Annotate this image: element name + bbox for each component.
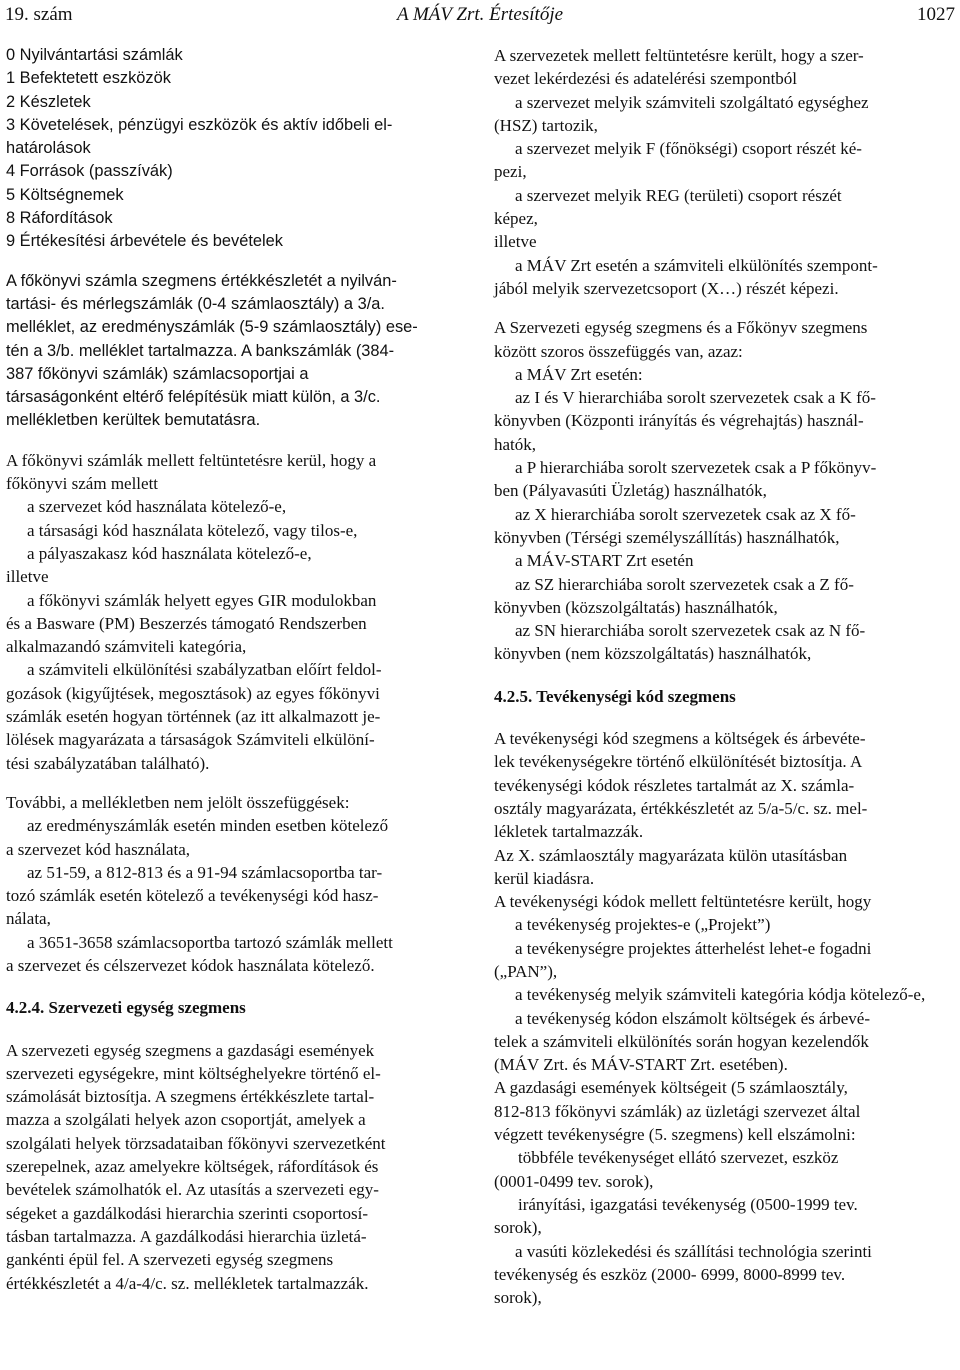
- account-class-item: 4 Források (passzívák): [6, 162, 173, 181]
- page-number: 1027: [917, 4, 955, 25]
- text-line: tési szabályzatában található).: [6, 753, 210, 773]
- account-class-list: [6, 44, 470, 254]
- text-line: 812-813 főkönyvi számlák) az üzletági szervezet által: [494, 1101, 861, 1121]
- ledger-segment-paragraph: [6, 270, 470, 433]
- account-class-item: 1 Befektetett eszközök: [6, 69, 171, 88]
- text-line: Az X. számlaosztály magyarázata külön utasításban: [494, 845, 848, 865]
- text-line: tartási- és mérlegszámlák (0-4 számlaosztály) a 3/a.: [6, 294, 385, 313]
- text-line: („PAN”),: [494, 961, 558, 981]
- text-line: az SN hierarchiába sorolt szervezetek csak az N fő-: [515, 621, 866, 641]
- text-line: alkalmazandó számviteli kategória,: [6, 637, 247, 657]
- text-line: hatók,: [494, 434, 537, 454]
- right-column: [494, 44, 958, 1309]
- text-line: ben (Pályavasúti Üzletág) használhatók,: [494, 481, 767, 501]
- issue-number: 19. szám: [5, 4, 73, 25]
- text-line: értékkészletét a 4/a-4/c. sz. mellékletek tartalmazzák.: [6, 1273, 369, 1293]
- section-heading: 4.2.4. Szervezeti egység szegmens: [6, 998, 246, 1018]
- text-line: lékletek tartalmazzák.: [494, 822, 644, 842]
- text-line: többféle tevékenységet ellátó szervezet, eszköz: [518, 1148, 839, 1168]
- text-line: a társasági kód használata kötelező, vagy tilos-e,: [27, 520, 358, 540]
- text-line: bevételek számolhatók el. Az utasítás a szervezeti egy-: [6, 1180, 379, 1200]
- activity-code-paragraph: [494, 727, 958, 1309]
- text-line: a szervezet melyik számviteli szolgáltató egységhez: [515, 92, 869, 112]
- text-line: pezi,: [494, 162, 527, 182]
- page-header: [5, 4, 955, 28]
- text-line: A Szervezeti egység szegmens és a Főkönyv szegmens: [494, 318, 868, 338]
- text-line: vezet lekérdezési és adatelérési szempontból: [494, 69, 798, 89]
- text-line: mellékletben kerültek bemutatásra.: [6, 411, 261, 430]
- text-line: (MÁV Zrt. és MÁV-START Zrt. esetében).: [494, 1055, 788, 1075]
- text-line: 387 főkönyvi számlák) számlacsoportjai a: [6, 364, 309, 383]
- text-line: a pályaszakasz kód használata kötelező-e,: [27, 543, 312, 563]
- text-line: telek a számviteli elkülönítés során hogyan kezelendők: [494, 1031, 869, 1051]
- account-class-item: 8 Ráfordítások: [6, 209, 113, 228]
- text-line: könyvben (nem közszolgáltatás) használhatók,: [494, 644, 812, 664]
- text-line: További, a mellékletben nem jelölt összefüggések:: [6, 792, 350, 812]
- ledger-flags-paragraph: [6, 449, 470, 775]
- account-class-item: 9 Értékesítési árbevétele és bevételek: [6, 232, 283, 251]
- org-flags-paragraph: [494, 44, 958, 300]
- text-line: a MÁV Zrt esetén a számviteli elkülönítés szempont-: [515, 255, 878, 275]
- text-line: a számviteli elkülönítési szabályzatban előírt feldol-: [27, 660, 382, 680]
- text-line: szervezeti egységekre, mint költséghelyekre történő el-: [6, 1063, 381, 1083]
- text-line: könyvben (közszolgáltatás) használhatók,: [494, 597, 778, 617]
- text-line: a szervezet kód használata kötelező-e,: [27, 497, 287, 517]
- text-line: a főkönyvi számlák helyett egyes GIR modulokban: [27, 590, 377, 610]
- text-line: és a Basware (PM) Beszerzés támogató Rendszerben: [6, 613, 367, 633]
- text-line: illetve: [6, 567, 49, 587]
- account-class-item: 2 Készletek: [6, 92, 91, 111]
- hierarchy-rules-paragraph: [494, 316, 958, 665]
- text-line: az SZ hierarchiába sorolt szervezetek csak a Z fő-: [515, 574, 854, 594]
- text-line: főkönyvi szám mellett: [6, 474, 159, 494]
- text-line: (HSZ) tartozik,: [494, 115, 598, 135]
- text-line: A tevékenységi kódok mellett feltüntetésre került, hogy: [494, 892, 872, 912]
- text-line: az X hierarchiába sorolt szervezetek csak az X fő-: [515, 504, 856, 524]
- text-line: lek tevékenységekre történő elkülönítését biztosítja. A: [494, 752, 863, 772]
- text-line: sorok),: [494, 1218, 542, 1238]
- text-line: A tevékenységi kód szegmens a költségek és árbevéte-: [494, 729, 866, 749]
- text-line: A főkönyvi számla szegmens értékkészletét a nyilván-: [6, 271, 397, 290]
- org-unit-segment-paragraph: [6, 1039, 470, 1295]
- text-line: (0001-0499 tev. sorok),: [494, 1171, 654, 1191]
- account-class-item: 5 Költségnemek: [6, 185, 124, 204]
- text-line: gankénti épül fel. A szervezeti egység szegmens: [6, 1250, 334, 1270]
- further-rules-paragraph: [6, 791, 470, 977]
- text-line: ségeket a gazdálkodási hierarchia szerinti csoportosí-: [6, 1203, 369, 1223]
- text-line: lölések magyarázata a társaságok Számviteli elkülöní-: [6, 730, 375, 750]
- text-line: tozó számlák esetén kötelező a tevékenységi kód hasz-: [6, 886, 379, 906]
- text-line: könyvben (Térségi személyszállítás) használhatók,: [494, 527, 840, 547]
- account-class-item: 3 Követelések, pénzügyi eszközök és aktív időbeli el-: [6, 115, 393, 134]
- text-line: a 3651-3658 számlacsoportba tartozó számlák mellett: [27, 932, 393, 952]
- account-class-item: 0 Nyilvántartási számlák: [6, 46, 183, 64]
- text-line: a szervezet melyik F (főnökségi) csoport részét ké-: [515, 139, 862, 159]
- text-line: társaságonként eltérő felépítésük miatt külön, a 3/c.: [6, 388, 381, 407]
- text-line: osztály magyarázata, értékkészletét az 5/a-5/c. sz. mel-: [494, 798, 868, 818]
- text-line: jából melyik szervezetcsoport (X…) részét képezi.: [494, 278, 839, 298]
- text-line: szolgálati helyek törzsadataiban főkönyvi szervezetként: [6, 1133, 386, 1153]
- text-line: tén a 3/b. melléklet tartalmazza. A bankszámlák (384-: [6, 341, 395, 360]
- text-line: irányítási, igazgatási tevékenység (0500-1999 tev.: [518, 1194, 858, 1214]
- text-line: a szervezet és célszervezet kódok használata kötelező.: [6, 955, 375, 975]
- text-line: számolását biztosítja. A szegmens értékkészlete tartal-: [6, 1087, 375, 1107]
- text-line: sorok),: [494, 1288, 542, 1308]
- text-line: könyvben (Központi irányítás és végrehajtás) használ-: [494, 411, 864, 431]
- journal-title: A MÁV Zrt. Értesítője: [396, 4, 564, 25]
- text-line: melléklet, az eredményszámlák (5-9 számlaosztály) ese-: [6, 318, 418, 337]
- text-line: számlák esetén hogyan történnek (az itt alkalmazott je-: [6, 707, 381, 727]
- text-line: illetve: [494, 232, 537, 252]
- text-line: a MÁV Zrt esetén:: [515, 364, 643, 384]
- text-line: a tevékenység projektes-e („Projekt”): [515, 915, 771, 935]
- text-line: tásban tartalmazza. A gazdálkodási hierarchia üzletá-: [6, 1226, 367, 1246]
- text-line: szerepelnek, azaz amelyekre költségek, ráfordítások és: [6, 1157, 379, 1177]
- text-line: kerül kiadásra.: [494, 868, 595, 888]
- text-line: a vasúti közlekedési és szállítási technológia szerinti: [515, 1241, 872, 1261]
- text-line: a szervezet kód használata,: [6, 839, 191, 859]
- text-line: tevékenység és eszköz (2000- 6999, 8000-8999 tev.: [494, 1264, 846, 1284]
- text-line: az 51-59, a 812-813 és a 91-94 számlacsoportba tar-: [27, 862, 383, 882]
- text-line: az eredményszámlák esetén minden esetben kötelező: [27, 816, 389, 836]
- account-class-item: határolások: [6, 139, 91, 158]
- text-line: a MÁV-START Zrt esetén: [515, 551, 694, 571]
- text-line: a tevékenység melyik számviteli kategória kódja kötelező-e,: [515, 985, 926, 1005]
- text-line: A szervezeti egység szegmens a gazdasági események: [6, 1040, 375, 1060]
- left-column: [6, 44, 470, 1295]
- text-line: A szervezetek mellett feltüntetésre került, hogy a szer-: [494, 46, 864, 65]
- text-line: a P hierarchiába sorolt szervezetek csak a P főkönyv-: [515, 458, 877, 478]
- text-line: A főkönyvi számlák mellett feltüntetésre kerül, hogy a: [6, 450, 377, 470]
- text-line: nálata,: [6, 909, 51, 929]
- text-line: a szervezet melyik REG (területi) csoport részét: [515, 185, 842, 205]
- text-line: között szoros összefüggés van, azaz:: [494, 341, 743, 361]
- text-line: a tevékenység kódon elszámolt költségek és árbevé-: [515, 1008, 870, 1028]
- text-line: tevékenységi kódok részletes tartalmát az X. számla-: [494, 775, 855, 795]
- text-line: gozások (kigyűjtések, megosztások) az egyes főkönyvi: [6, 683, 380, 703]
- text-line: végzett tevékenységre (5. szegmens) kell elszámolni:: [494, 1125, 856, 1145]
- text-line: mazza a szolgálati helyek azon csoportját, amelyek a: [6, 1110, 366, 1130]
- section-heading: 4.2.5. Tevékenységi kód szegmens: [494, 686, 736, 706]
- text-line: képez,: [494, 209, 538, 229]
- text-line: A gazdasági események költségeit (5 számlaosztály,: [494, 1078, 848, 1098]
- text-line: a tevékenységre projektes átterhelést lehet-e fogadni: [515, 938, 872, 958]
- text-line: az I és V hierarchiába sorolt szervezetek csak a K fő-: [515, 388, 876, 408]
